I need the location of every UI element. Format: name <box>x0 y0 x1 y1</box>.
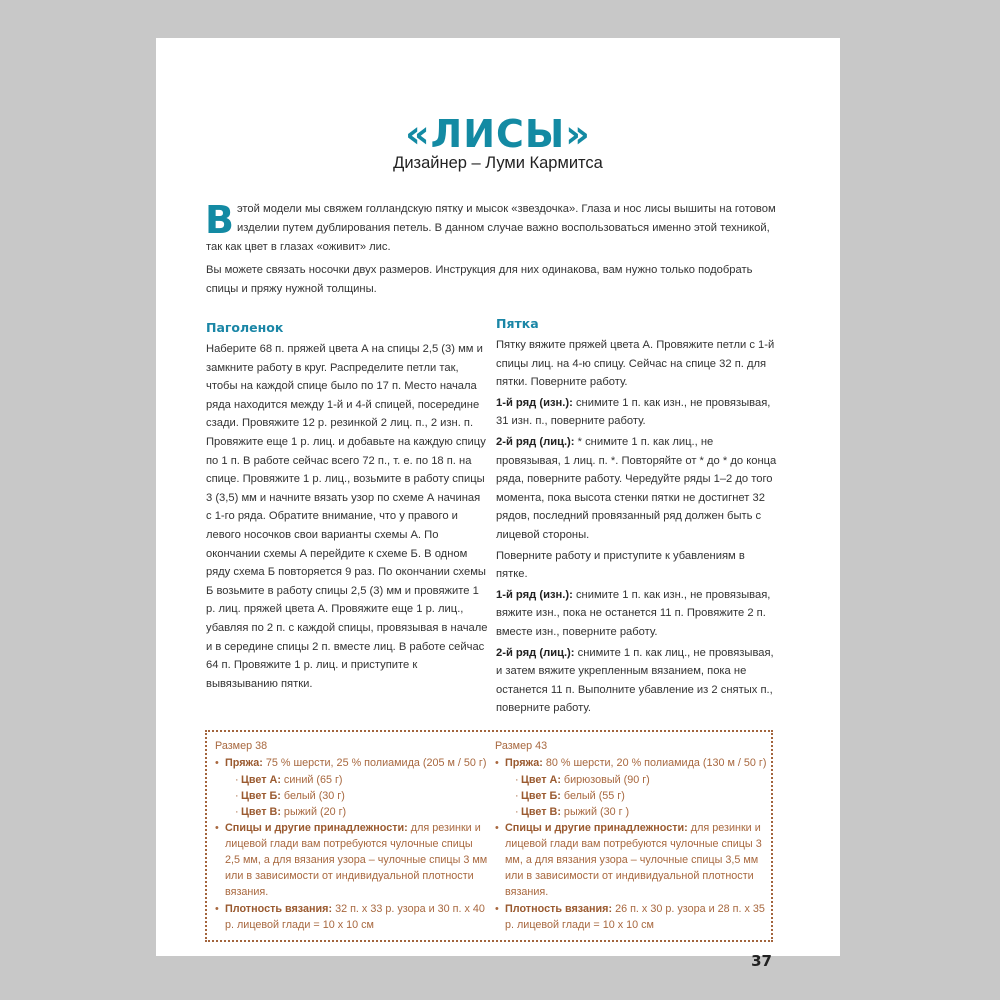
dot-icon: · <box>515 774 519 786</box>
page-title: «ЛИСЫ» <box>405 112 591 156</box>
needles-item: • Спицы и другие принадлежности: для резинки и лицевой глади вам потребуются чулочные спицы 3 мм, а для вязания узора – чулочные спицы 3,5 мм или в зависимости от индивидуальной плотности вязания. <box>495 822 762 898</box>
heel-section <box>496 314 778 720</box>
yarn-item: • Пряжа: 80 % шерсти, 20 % полиамида (130 м / 50 г) <box>495 757 767 769</box>
heel-decrease-intro: Поверните работу и приступите к убавлениям в пятке. <box>496 549 745 581</box>
color-item: · Цвет В: рыжий (30 г ) <box>515 806 630 818</box>
bullet-icon: • <box>215 757 219 769</box>
intro-paragraph-2: Вы можете связать носочки двух размеров. Инструкция для них одинакова, вам нужно только подобрать спицы и пряжу нужной толщины. <box>206 264 753 295</box>
leg-text: Наберите 68 п. пряжей цвета А на спицы 2,5 (3) мм и замкните работу в круг. Распределите петли так, чтобы на каждой спице было по 17 п. Место начала ряда находится между 1-й и 4-й спицей, посередине сзади. Провяжите 12 р. резинкой 2 лиц. п., 2 изн. п. Провяжите еще 1 р. лиц. и добавьте на каждую спицу по 1 п. В работе сейчас всего 72 п., т. е. по 18 п. на спице. Провяжите 1 р. лиц., возьмите в работу спицы 3 (3,5) мм и начните вязать узор по схеме А начиная с 1-го ряда. Обратите внимание, что у правого и левого носочков свои варианты схемы А. По окончании схемы А перейдите к схеме Б. В одном ряду схема Б повторяется 9 раз. По окончании схемы Б возьмите в работу спицы 2,5 (3) мм и провяжите 1 р. лиц. пряжей цвета А. Провяжите еще 1 р. лиц., убавляя по 2 п. с каждой спицы, провязывая в начале и в середине спицы 2 п. вместе лиц. В работе сейчас 64 п. Провяжите 1 р. лиц. и приступите к вывязыванию пятки. <box>206 343 488 690</box>
heel-decrease-row-2: 2-й ряд (лиц.): снимите 1 п. как лиц., не провязывая, и затем вяжите укрепленным вязанием, пока не останется 11 п. Выполните убавление из 2 снятых п., поверните работу. <box>496 646 774 715</box>
designer-credit: Дизайнер – Луми Кармитса <box>393 154 603 172</box>
bullet-icon: • <box>495 822 499 834</box>
materials-size-38 <box>215 738 489 934</box>
gauge-item: • Плотность вязания: 26 п. х 30 р. узора и 28 п. х 35 р. лицевой глади = 10 х 10 см <box>495 903 765 931</box>
gauge-item: • Плотность вязания: 32 п. х 33 р. узора и 30 п. х 40 р. лицевой глади = 10 х 10 см <box>215 903 485 931</box>
color-item: · Цвет А: бирюзовый (90 г) <box>515 774 650 786</box>
materials-size-43 <box>495 738 769 934</box>
needles-item: • Спицы и другие принадлежности: для резинки и лицевой глади вам потребуются чулочные спицы 2,5 мм, а для вязания узора – чулочные спицы 3 мм или в зависимости от индивидуальной плотности вязания. <box>215 822 488 898</box>
color-item: · Цвет Б: белый (30 г) <box>235 790 345 802</box>
bullet-icon: • <box>495 903 499 915</box>
heel-heading: Пятка <box>496 316 539 331</box>
color-item: · Цвет Б: белый (55 г) <box>515 790 625 802</box>
color-item: · Цвет В: рыжий (20 г) <box>235 806 347 818</box>
leg-section <box>206 318 488 695</box>
page-number: 37 <box>751 952 772 970</box>
page <box>156 38 840 970</box>
dot-icon: · <box>235 806 239 818</box>
size-label: Размер 38 <box>215 740 268 752</box>
yarn-item: • Пряжа: 75 % шерсти, 25 % полиамида (205 м / 50 г) <box>215 757 487 769</box>
heel-intro: Пятку вяжите пряжей цвета А. Провяжите петли с 1-й спицы лиц. на 4-ю спицу. Сейчас на спице 32 п. для пятки. Поверните работу. <box>496 339 775 389</box>
color-item: · Цвет А: синий (65 г) <box>235 774 343 786</box>
size-label: Размер 43 <box>495 740 548 752</box>
leg-heading: Паголенок <box>206 320 284 335</box>
dot-icon: · <box>515 806 519 818</box>
bullet-icon: • <box>495 757 499 769</box>
materials-box <box>205 730 773 942</box>
intro-paragraph-1: Вэтой модели мы свяжем голландскую пятку и мысок «звездочка». Глаза и нос лисы вышиты на готовом изделии путем дублирования петель. В данном случае важно воспользоваться именно этой техникой, так как цвет в глазах «оживит» лис. <box>205 198 776 253</box>
bullet-icon: • <box>215 903 219 915</box>
heel-row-2: 2-й ряд (лиц.): * снимите 1 п. как лиц., не провязывая, 1 лиц. п. *. Повторяйте от * до * до конца ряда, поверните работу. Чередуйте ряды 1–2 до того момента, пока высота стенки пятки не достигнет 32 рядов, последний провязанный ряд должен быть с лицевой стороны. <box>496 435 777 541</box>
dot-icon: · <box>515 790 519 802</box>
heel-decrease-row-1: 1-й ряд (изн.): снимите 1 п. как изн., не провязывая, вяжите изн., пока не останется 11 п. Провяжите 2 п. вместе изн., поверните работу. <box>496 588 771 638</box>
bullet-icon: • <box>215 822 219 834</box>
drop-cap: В <box>205 198 234 242</box>
heel-row-1: 1-й ряд (изн.): снимите 1 п. как изн., не провязывая, 31 изн. п., поверните работу. <box>496 396 771 428</box>
dot-icon: · <box>235 790 239 802</box>
dot-icon: · <box>235 774 239 786</box>
intro <box>206 200 776 303</box>
